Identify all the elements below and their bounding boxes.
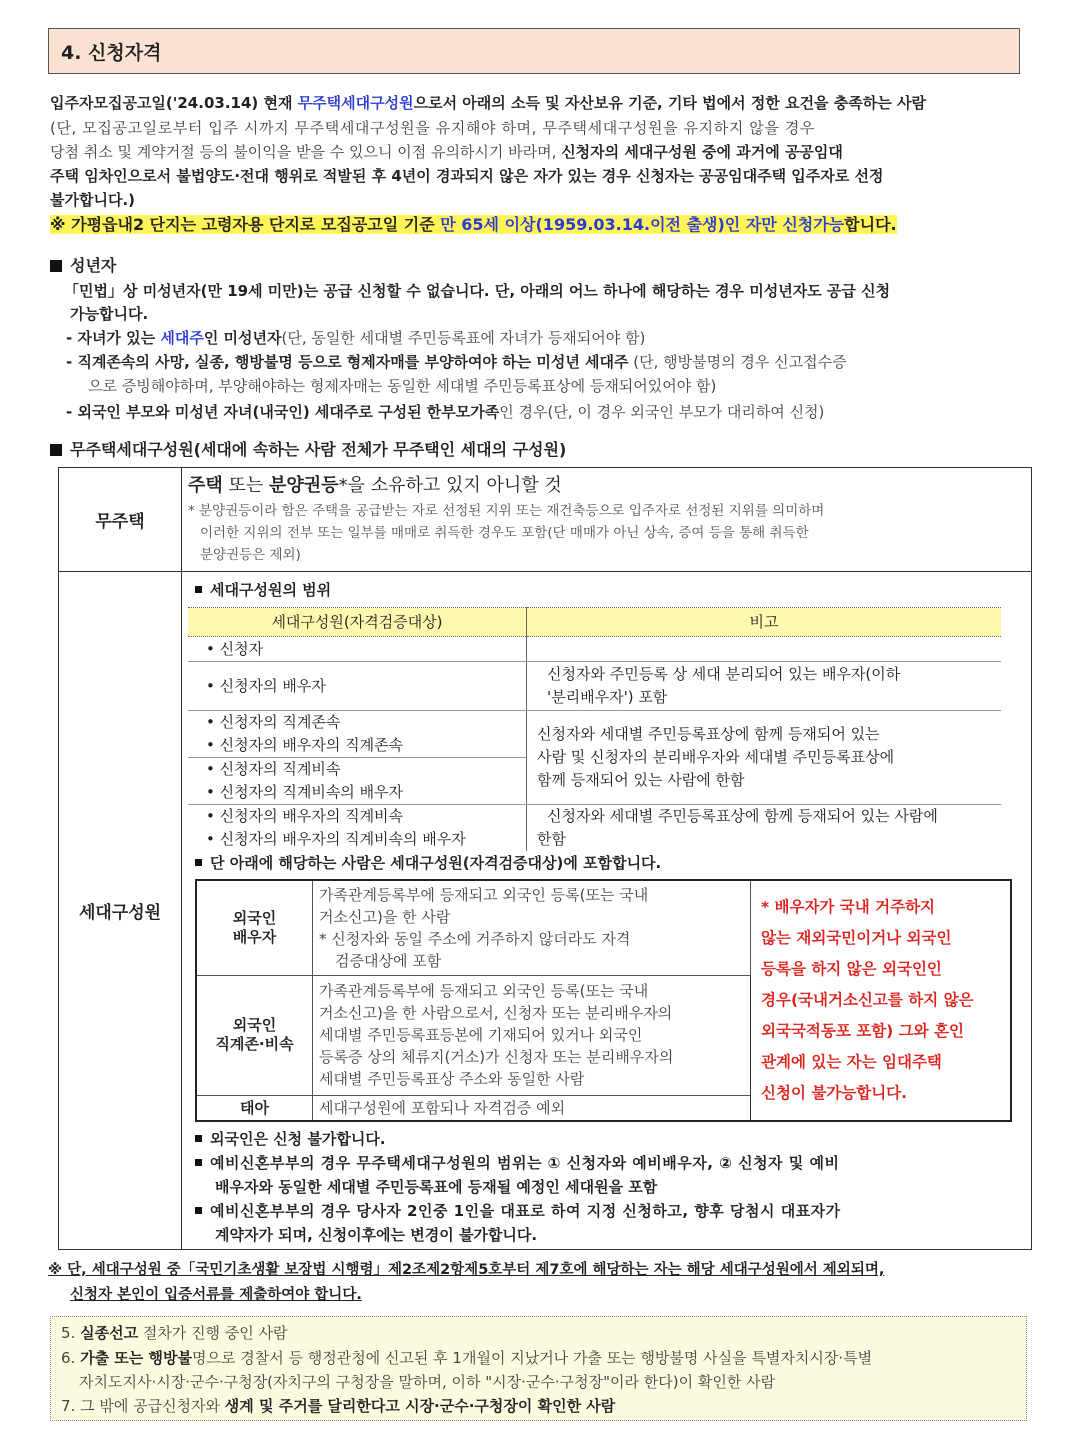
bullet-text: 예비신혼부부의 경우 무주택세대구성원의 범위는 ① 신청자와 예비배우자, ② 신청자 및 예비 xyxy=(210,1154,840,1172)
square-bullet-icon xyxy=(50,444,62,456)
scope-header-cell: 세대구성원(자격검증대상) xyxy=(188,608,527,637)
adult-item-text: - 외국인 부모와 미성년 자녀(내국인) 세대주로 구성된 한부모가족 xyxy=(66,403,500,421)
note-item-7 xyxy=(61,1394,1036,1418)
no-house-label: 무주택 xyxy=(59,468,182,572)
include-heading xyxy=(195,851,1077,875)
scope-note: 사람 및 신청자의 분리배우자와 세대별 주민등록표상에 xyxy=(537,748,895,766)
bullet-icon xyxy=(195,586,202,593)
intro-line-4: 주택 임차인으로서 불법양도·전대 행위로 적발된 후 4년이 경과되지 않은 자가 있는 경우 신청자는 공공임대주택 입주자로 선정 xyxy=(50,167,884,185)
intro-highlight-term: 무주택세대구성원 xyxy=(297,94,414,112)
table-row xyxy=(188,637,1001,662)
adult-item-text: - 자녀가 있는 xyxy=(66,329,161,347)
intro-text: 으로서 아래의 소득 및 자산보유 기준, 기타 법에서 정한 요건을 충족하는 사람 xyxy=(413,94,926,112)
adult-item-note: (단, 동일한 세대별 주민등록표에 자녀가 등재되어야 함) xyxy=(281,329,646,347)
no-house-note-3: 분양권등은 제외) xyxy=(200,547,301,563)
scope-note: 신청자와 세대별 주민등록표상에 함께 등재되어 있는 사람에 xyxy=(547,807,938,825)
label-text: 외국인 xyxy=(232,1016,277,1034)
intro-text: 입주자모집공고일('24.03.14) 현재 xyxy=(50,94,298,112)
scope-cell xyxy=(527,805,1002,852)
foreign-warning xyxy=(751,880,1012,1121)
warning-text: * 배우자가 국내 거주하지 xyxy=(761,898,936,916)
scope-note: 신청자와 주민등록 상 세대 분리되어 있는 배우자(이하 xyxy=(547,665,901,683)
elderly-notice xyxy=(50,213,1025,237)
notice-text: 합니다. xyxy=(844,215,897,234)
adult-item-note: 인 경우(단, 이 경우 외국인 부모가 대리하여 신청) xyxy=(499,403,825,421)
note-text: 5. xyxy=(61,1324,81,1342)
bullet-newlywed-scope-cont: 배우자와 동일한 세대별 주민등록표에 등재될 예정인 세대원을 포함 xyxy=(215,1178,658,1196)
desc-text: 검증대상에 포함 xyxy=(335,951,442,970)
warning-text: 관계에 있는 자는 임대주택 xyxy=(761,1053,942,1071)
scope-note: '분리배우자') 포함 xyxy=(547,688,668,706)
note-box xyxy=(50,1316,1027,1421)
household-heading-text: 무주택세대구성원(세대에 속하는 사람 전체가 무주택인 세대의 구성원) xyxy=(70,440,567,459)
adult-heading xyxy=(50,254,1025,278)
note-item-6-cont: 자치도지사·시장·군수·구청장(자치구의 구청장을 말하며, 이하 "시장·군수·구청장"이라 한다)이 확인한 사람 xyxy=(79,1373,776,1391)
scope-cell xyxy=(188,805,527,852)
fetus-label: 태아 xyxy=(196,1095,313,1121)
scope-cell: • 신청자 xyxy=(188,637,527,662)
intro-line-1 xyxy=(50,91,1025,115)
adult-line-1: 「민법」상 미성년자(만 19세 미만)는 공급 신청할 수 없습니다. 단, 아래의 어느 하나에 해당하는 경우 미성년자도 공급 신청 xyxy=(64,282,891,300)
desc-text: 가족관계등록부에 등재되고 외국인 등록(또는 국내 xyxy=(319,982,649,1000)
section-title: 4. 신청자격 xyxy=(61,42,162,64)
bullet-icon xyxy=(195,1159,202,1166)
desc-text: 거소신고)을 한 사람으로서, 신청자 또는 분리배우자의 xyxy=(319,1004,673,1022)
scope-header-row xyxy=(188,608,1001,637)
desc-text: 세대별 주민등록표상 주소와 동일한 사람 xyxy=(319,1070,585,1088)
scope-cell xyxy=(527,662,1002,711)
notice-text: ※ 가평읍내2 단지는 고령자용 단지로 모집공고일 기준 xyxy=(50,215,441,234)
label-text: 직계존·비속 xyxy=(215,1035,294,1053)
bullet-foreigner xyxy=(195,1127,1077,1151)
scope-item: • 신청자의 배우자의 직계존속 xyxy=(206,736,404,754)
desc-text: 가족관계등록부에 등재되고 외국인 등록(또는 국내 xyxy=(319,885,649,904)
no-house-main xyxy=(188,473,1077,499)
warning-text: 신청이 불가능합니다. xyxy=(761,1084,908,1102)
fetus-desc: 세대구성원에 포함되나 자격검증 예외 xyxy=(313,1095,751,1121)
intro-line-3 xyxy=(50,140,1025,164)
warning-text: 등록을 하지 않은 외국인인 xyxy=(761,960,942,978)
table-row xyxy=(188,805,1001,852)
note-text: 6. xyxy=(61,1349,81,1367)
table-row xyxy=(188,662,1001,711)
note-text: 명으로 경찰서 등 행정관청에 신고된 후 1개월이 지났거나 가출 또는 행방불명 사실을 특별자치시장·특별 xyxy=(191,1349,873,1367)
scope-heading-text: 세대구성원의 범위 xyxy=(210,581,332,599)
no-house-text: 분양권등 xyxy=(269,475,339,496)
scope-note: 신청자와 세대별 주민등록표상에 함께 등재되어 있는 xyxy=(537,725,880,743)
note-text: 7. 그 밖에 공급신청자와 xyxy=(61,1397,225,1415)
scope-cell xyxy=(188,711,527,805)
label-text: 외국인 xyxy=(232,908,277,927)
note-text: 절차가 진행 중인 사람 xyxy=(138,1324,288,1342)
scope-item: • 신청자의 직계비속 xyxy=(188,757,526,781)
intro-line-5: 불가합니다.) xyxy=(50,191,136,209)
bullet-text: 예비신혼부부의 경우 당사자 2인중 1인을 대표로 하여 지정 신청하고, 향후 당첨시 대표자가 xyxy=(210,1202,841,1220)
adult-line-2: 가능합니다. xyxy=(70,305,149,323)
scope-note: 한함 xyxy=(537,830,566,848)
foreign-member-table xyxy=(195,879,1012,1122)
scope-cell xyxy=(527,711,1002,805)
desc-text: 거소신고)을 한 사람 xyxy=(319,907,451,926)
scope-cell xyxy=(527,637,1002,662)
scope-item: • 신청자의 직계존속 xyxy=(206,713,341,731)
table-row xyxy=(188,711,1001,805)
bullet-icon xyxy=(195,1135,202,1142)
warning-text: 외국국적동포 포함) 그와 혼인 xyxy=(761,1022,964,1040)
note-bold: 가출 또는 행방불 xyxy=(80,1349,192,1367)
desc-text: * 신청자와 동일 주소에 거주하지 않더라도 자격 xyxy=(319,929,631,948)
notice-highlight: 만 65세 이상(1959.03.14.이전 출생)인 자만 신청가능 xyxy=(440,215,845,234)
note-item-5 xyxy=(61,1321,1036,1345)
adult-item-2 xyxy=(66,350,1041,374)
foreign-lineal-label xyxy=(196,975,313,1095)
bullet-text: 외국인은 신청 불가합니다. xyxy=(210,1130,386,1148)
bullet-icon xyxy=(195,1207,202,1214)
scope-item: • 신청자의 직계비속의 배우자 xyxy=(206,783,404,801)
adult-item-text: 인 미성년자 xyxy=(203,329,282,347)
adult-item-1 xyxy=(66,326,1041,350)
scope-header-cell: 비고 xyxy=(527,608,1002,637)
note-bold: 생계 및 주거를 달리한다고 시장·군수·구청장이 확인한 사람 xyxy=(224,1397,616,1415)
scope-table xyxy=(188,607,1001,851)
section-title-box xyxy=(48,28,1020,74)
bullet-newlywed-rep xyxy=(195,1199,1077,1223)
label-text: 배우자 xyxy=(232,927,277,946)
desc-text: 등록증 상의 체류지(거소)가 신청자 또는 분리배우자의 xyxy=(319,1048,674,1066)
scope-item: • 신청자의 배우자의 직계비속의 배우자 xyxy=(206,830,466,848)
no-house-text: *을 소유하고 있지 아니할 것 xyxy=(338,475,562,496)
adult-item-2-cont: 으로 증빙해야하며, 부양해야하는 형제자매는 동일한 세대별 주민등록표상에 등재되어있어야 함) xyxy=(88,377,717,395)
note-bold: 실종선고 xyxy=(80,1324,139,1342)
intro-line-2: (단, 모집공고일로부터 입주 시까지 무주택세대구성원을 유지해야 하며, 무주택세대구성원을 유지하지 않을 경우 xyxy=(50,119,816,137)
adult-item-3 xyxy=(66,400,1041,424)
no-house-text: 주택 xyxy=(188,475,223,496)
warning-text: 경우(국내거소신고를 하지 않은 xyxy=(761,991,974,1009)
footnote-line-1: ※ 단, 세대구성원 중「국민기초생활 보장법 시행령」제2조제2항제5호부터 제7호에 해당하는 자는 해당 세대구성원에서 제외되며, xyxy=(48,1262,885,1278)
no-house-text: 또는 xyxy=(222,475,270,496)
footnote-line-2: 신청자 본인이 입증서류를 제출하여야 합니다. xyxy=(70,1287,362,1303)
intro-bold-text: 신청자의 세대구성원 중에 과거에 공공임대 xyxy=(561,143,843,161)
no-house-note-1: * 분양권등이라 함은 주택을 공급받는 자로 선정된 지위 또는 재건축등으로 입주자로 선정된 지위를 의미하며 xyxy=(188,503,825,519)
no-house-note-2: 이러한 지위의 전부 또는 일부를 매매로 취득한 경우도 포함(단 매매가 아닌 상속, 증여 등을 통해 취득한 xyxy=(200,525,809,541)
desc-text: 세대별 주민등록표등본에 기재되어 있거나 외국인 xyxy=(319,1026,643,1044)
adult-item-text: - 직계존속의 사망, 실종, 행방불명 등으로 형제자매를 부양하여야 하는 미성년 세대주 xyxy=(66,353,629,371)
scope-cell: • 신청자의 배우자 xyxy=(188,662,527,711)
adult-item-note: (단, 행방불명의 경우 신고접수증 xyxy=(628,353,847,371)
include-heading-text: 단 아래에 해당하는 사람은 세대구성원(자격검증대상)에 포함합니다. xyxy=(210,854,662,872)
intro-text: 당첨 취소 및 계약거절 등의 불이익을 받을 수 있으니 이점 유의하시기 바라며, xyxy=(50,143,562,161)
warning-text: 않는 재외국민이거나 외국인 xyxy=(761,929,952,947)
adult-heading-text: 성년자 xyxy=(70,256,117,275)
bullet-newlywed-rep-cont: 계약자가 되며, 신청이후에는 변경이 불가합니다. xyxy=(215,1226,538,1244)
square-bullet-icon xyxy=(50,260,62,272)
household-heading xyxy=(50,438,1025,462)
foreign-spouse-label xyxy=(196,880,313,975)
scope-note: 함께 등재되어 있는 사람에 한함 xyxy=(537,771,745,789)
bullet-icon xyxy=(195,859,202,866)
adult-item-term: 세대주 xyxy=(160,329,204,347)
table-row xyxy=(196,880,1011,975)
bullet-newlywed-scope xyxy=(195,1151,1077,1175)
scope-heading xyxy=(195,578,1077,602)
member-label: 세대구성원 xyxy=(59,572,182,1250)
scope-item: • 신청자의 배우자의 직계비속 xyxy=(206,807,404,825)
note-item-6 xyxy=(61,1346,1021,1370)
foreign-lineal-desc xyxy=(313,975,751,1095)
foreign-spouse-desc xyxy=(313,880,751,975)
